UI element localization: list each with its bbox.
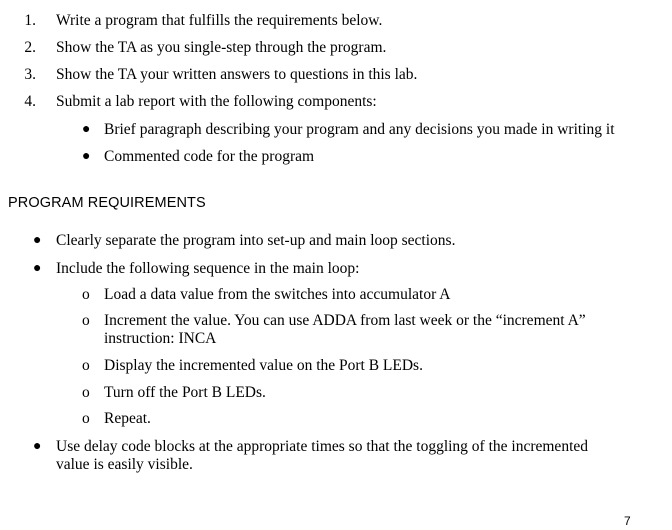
sequence-item-5-text: Repeat. [104,410,151,427]
sequence-item-4-text: Turn off the Port B LEDs. [104,384,266,401]
report-component-2-text: Commented code for the program [104,148,315,165]
sequence-item-2-text-line1: Increment the value. You can use ADDA from last week or the “increment A” [104,312,586,329]
step-1-number: 1. [24,12,36,29]
step-4-number: 4. [24,93,36,110]
step-2-text: Show the TA as you single-step through the program. [56,39,387,56]
requirement-2-text: Include the following sequence in the main loop: [56,260,360,277]
hollow-bullet-icon: o [82,312,90,329]
hollow-bullet-icon: o [82,410,90,427]
bullet-icon: ● [33,439,42,454]
step-3-text: Show the TA your written answers to questions in this lab. [56,66,418,83]
page-number: 7 [624,514,631,528]
bullet-icon: ● [33,233,42,248]
requirement-3-text-line1: Use delay code blocks at the appropriate times so that the toggling of the incremented [56,438,589,455]
hollow-bullet-icon: o [82,357,90,374]
hollow-bullet-icon: o [82,286,90,303]
sequence-item-1-text: Load a data value from the switches into accumulator A [104,286,451,303]
requirement-3-text-line2: value is easily visible. [56,456,193,473]
step-2-number: 2. [24,39,36,56]
step-1-text: Write a program that fulfills the requirements below. [56,12,383,29]
bullet-icon: ● [82,149,91,164]
sequence-item-3-text: Display the incremented value on the Port B LEDs. [104,357,423,374]
bullet-icon: ● [82,122,91,137]
hollow-bullet-icon: o [82,384,90,401]
requirement-1-text: Clearly separate the program into set-up and main loop sections. [56,232,456,249]
step-4-text: Submit a lab report with the following components: [56,93,377,110]
section-heading: PROGRAM REQUIREMENTS [8,195,206,211]
sequence-item-2-text-line2: instruction: INCA [104,330,217,347]
step-3-number: 3. [24,66,36,83]
bullet-icon: ● [33,261,42,276]
report-component-1-text: Brief paragraph describing your program and any decisions you made in writing it [104,121,615,138]
